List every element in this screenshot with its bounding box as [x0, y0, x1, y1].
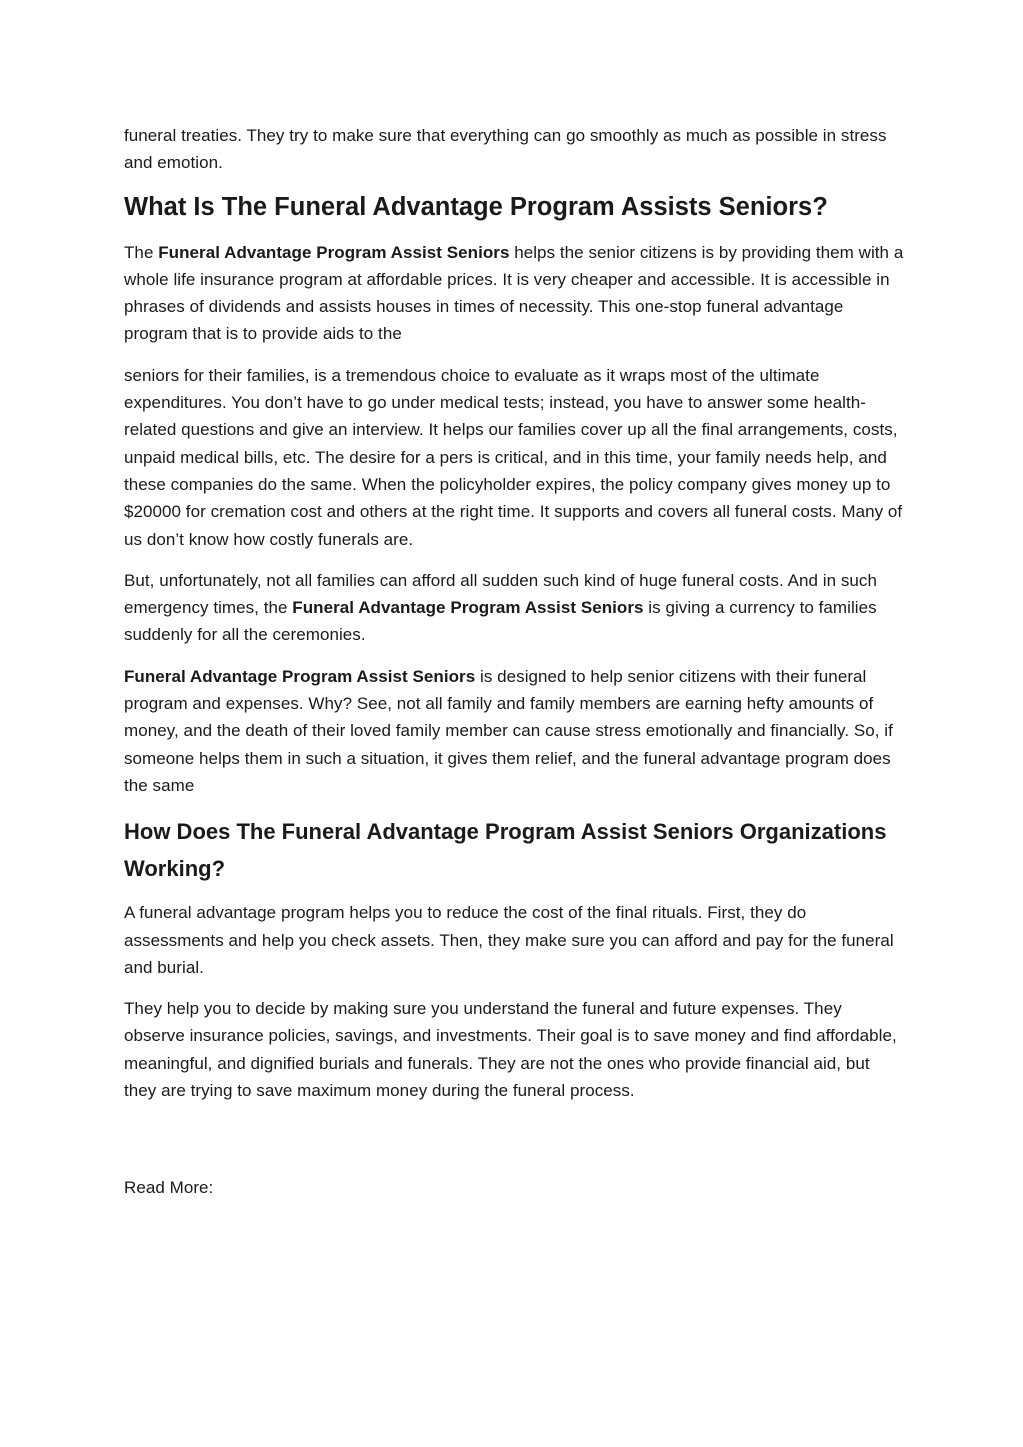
paragraph-text: is giving a currency to families suddenly for all the ceremonies. [124, 598, 877, 645]
paragraph-text: helps the senior citizens is by providing them with a whole life insurance program at affordable prices. It is very cheaper and accessible. It is accessible in phrases of dividends and assists houses in times of necessity. This one-stop funeral advantage program that is to provide aids to the [124, 242, 904, 344]
bold-term: Funeral Advantage Program Assist Seniors [158, 242, 510, 262]
paragraph-text: But, unfortunately, not all families can afford all sudden such kind of huge funeral costs. And in such emergency times, the [124, 570, 877, 618]
document-page [124, 122, 904, 1216]
intro-paragraph: funeral treaties. They try to make sure that everything can go smoothly as much as possible in stress and emotion. [124, 126, 887, 173]
paragraph [124, 567, 904, 649]
read-more-label: Read More: [124, 1178, 214, 1198]
paragraph [124, 239, 904, 348]
paragraph: A funeral advantage program helps you to reduce the cost of the final rituals. First, they do assessments and help you check assets. Then, they make sure you can afford and pay for the funeral and burial. [124, 903, 894, 977]
paragraph: seniors for their families, is a tremendous choice to evaluate as it wraps most of the ultimate expenditures. You don’t have to go under medical tests; instead, you have to answer some health-related questions and give an interview. It helps our families cover up all the final arrangements, costs, unpaid medical bills, etc. The desire for a pers is critical, and in this time, your family needs help, and these companies do the same. When the policyholder expires, the policy company gives money up to $20000 for cremation cost and others at the right time. It supports and covers all funeral costs. Many of us don’t know how costly funerals are. [124, 365, 903, 549]
paragraph-text: is designed to help senior citizens with their funeral program and expenses. Why? See, not all family and family members are earning hefty amounts of money, and the death of their loved family member can cause stress emotionally and financially. So, if someone helps them in such a situation, it gives them relief, and the funeral advantage program does the same [124, 666, 893, 795]
paragraph-text: The [124, 242, 159, 262]
bold-term: Funeral Advantage Program Assist Seniors [124, 666, 476, 686]
spacer [124, 1118, 904, 1174]
section-heading-how-does: How Does The Funeral Advantage Program Assist Seniors Organizations Working? [124, 819, 887, 882]
section-heading-what-is: What Is The Funeral Advantage Program Assists Seniors? [124, 192, 828, 221]
bold-term: Funeral Advantage Program Assist Seniors [292, 598, 644, 618]
paragraph: They help you to decide by making sure you understand the funeral and future expenses. They observe insurance policies, savings, and investments. Their goal is to save money and find affordable, meaningful, and dignified burials and funerals. They are not the ones who provide financial aid, but they are trying to save maximum money during the funeral process. [124, 999, 897, 1101]
paragraph [124, 663, 904, 799]
